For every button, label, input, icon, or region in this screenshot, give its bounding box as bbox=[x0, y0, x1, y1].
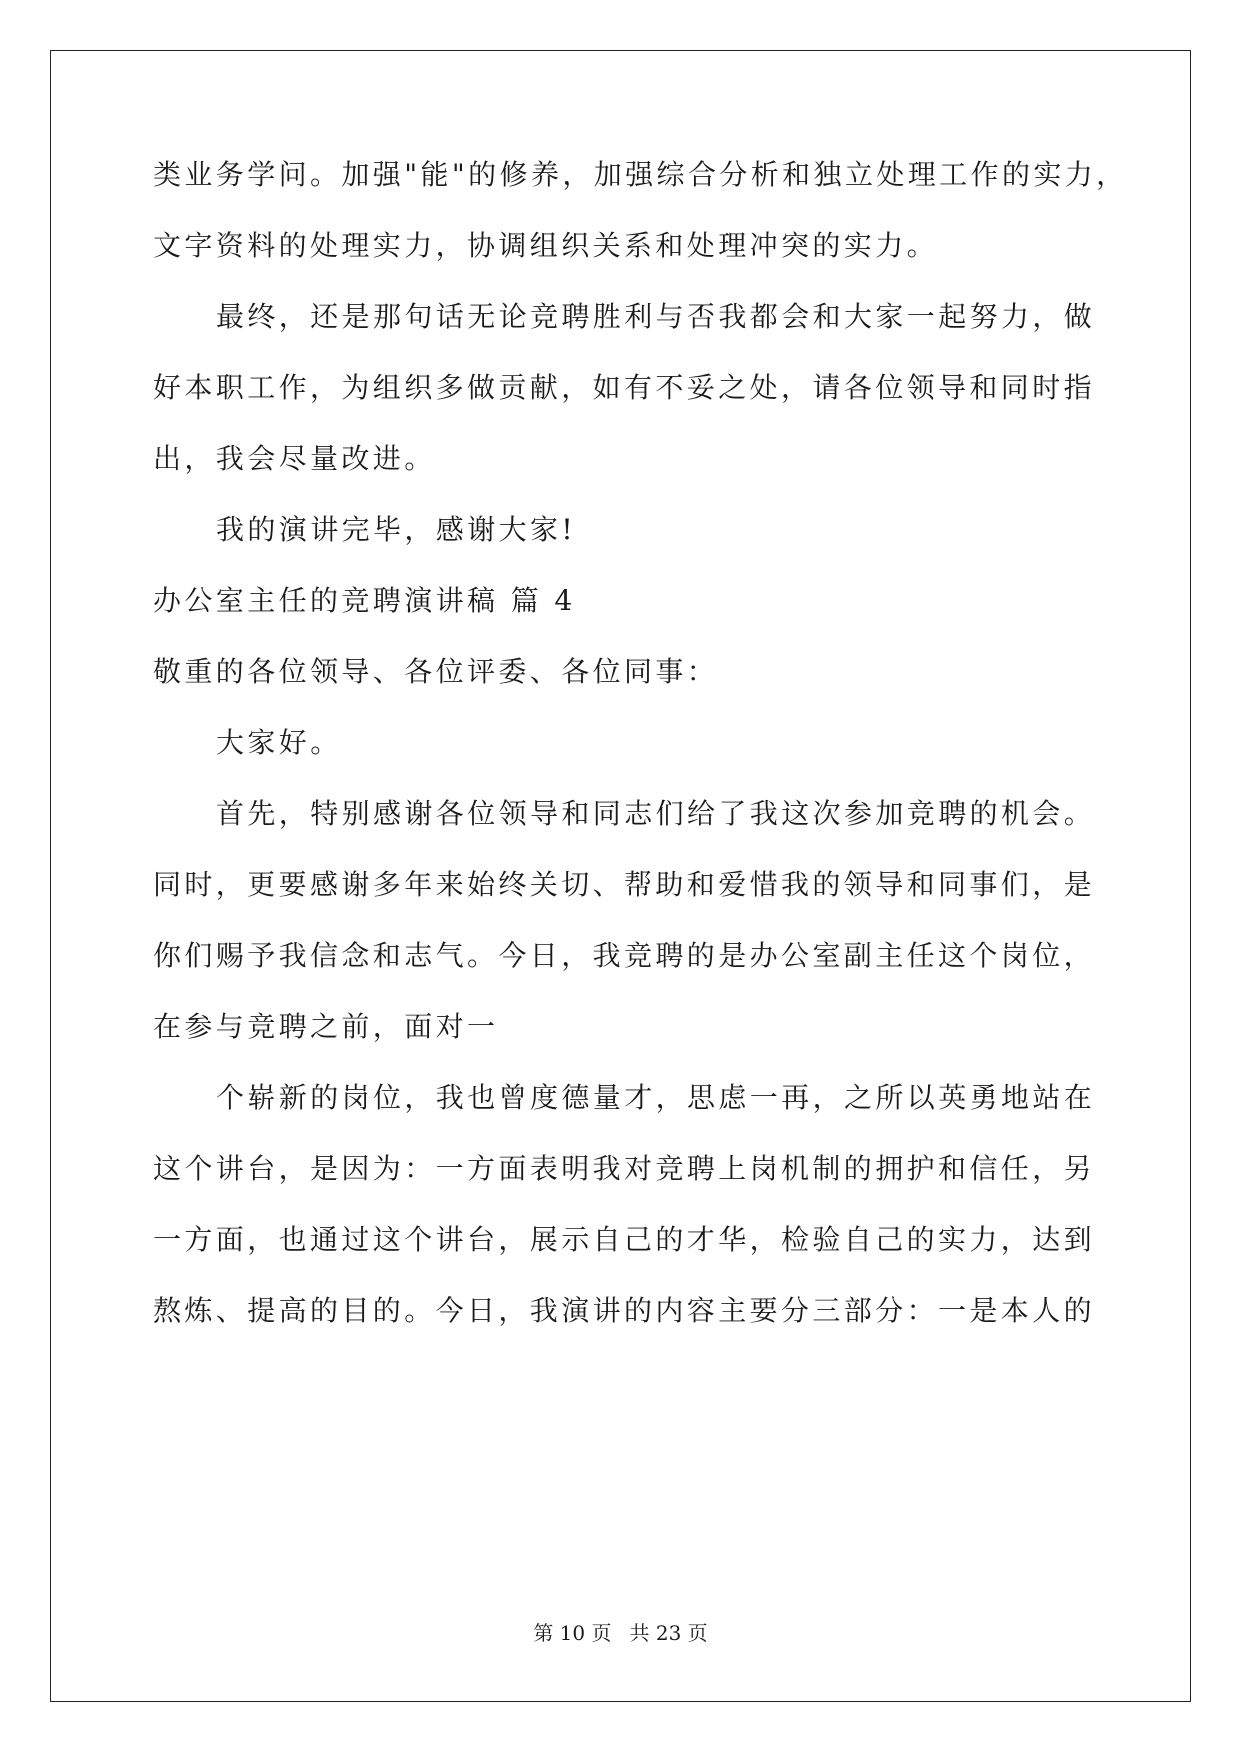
text-line: 个崭新的岗位，我也曾度德量才，思虑一再，之所以英勇地站在 bbox=[216, 1081, 1096, 1114]
text-line: 在参与竞聘之前，面对一 bbox=[153, 1010, 499, 1043]
text-line: 出，我会尽量改进。 bbox=[153, 442, 436, 475]
text-line: 同时，更要感谢多年来始终关切、帮助和爱惜我的领导和同事们，是 bbox=[153, 868, 1096, 901]
page-total: 共 23 页 bbox=[629, 1621, 708, 1645]
salutation: 敬重的各位领导、各位评委、各位同事： bbox=[153, 655, 719, 688]
text-line: 好本职工作，为组织多做贡献，如有不妥之处，请各位领导和同时指 bbox=[153, 371, 1096, 404]
text-line: 首先，特别感谢各位领导和同志们给了我这次参加竞聘的机会。 bbox=[216, 797, 1096, 830]
text-line: 文字资料的处理实力，协调组织关系和处理冲突的实力。 bbox=[153, 229, 939, 262]
text-line: 类业务学问。加强"能"的修养，加强综合分析和独立处理工作的实力， bbox=[153, 158, 1128, 191]
text-line: 一方面，也通过这个讲台，展示自己的才华，检验自己的实力，达到 bbox=[153, 1223, 1096, 1256]
text-line: 大家好。 bbox=[216, 726, 342, 759]
text-line: 最终，还是那句话无论竞聘胜利与否我都会和大家一起努力，做 bbox=[216, 300, 1096, 333]
page-number: 第 10 页 bbox=[533, 1621, 612, 1645]
page-footer bbox=[0, 1621, 1241, 1645]
text-line: 我的演讲完毕，感谢大家! bbox=[216, 513, 577, 546]
text-line: 这个讲台，是因为：一方面表明我对竞聘上岗机制的拥护和信任，另 bbox=[153, 1152, 1096, 1185]
section-heading: 办公室主任的竞聘演讲稿 篇 4 bbox=[153, 584, 576, 617]
text-line: 你们赐予我信念和志气。今日，我竞聘的是办公室副主任这个岗位， bbox=[153, 939, 1096, 972]
text-line: 熬炼、提高的目的。今日，我演讲的内容主要分三部分：一是本人的 bbox=[153, 1294, 1096, 1327]
